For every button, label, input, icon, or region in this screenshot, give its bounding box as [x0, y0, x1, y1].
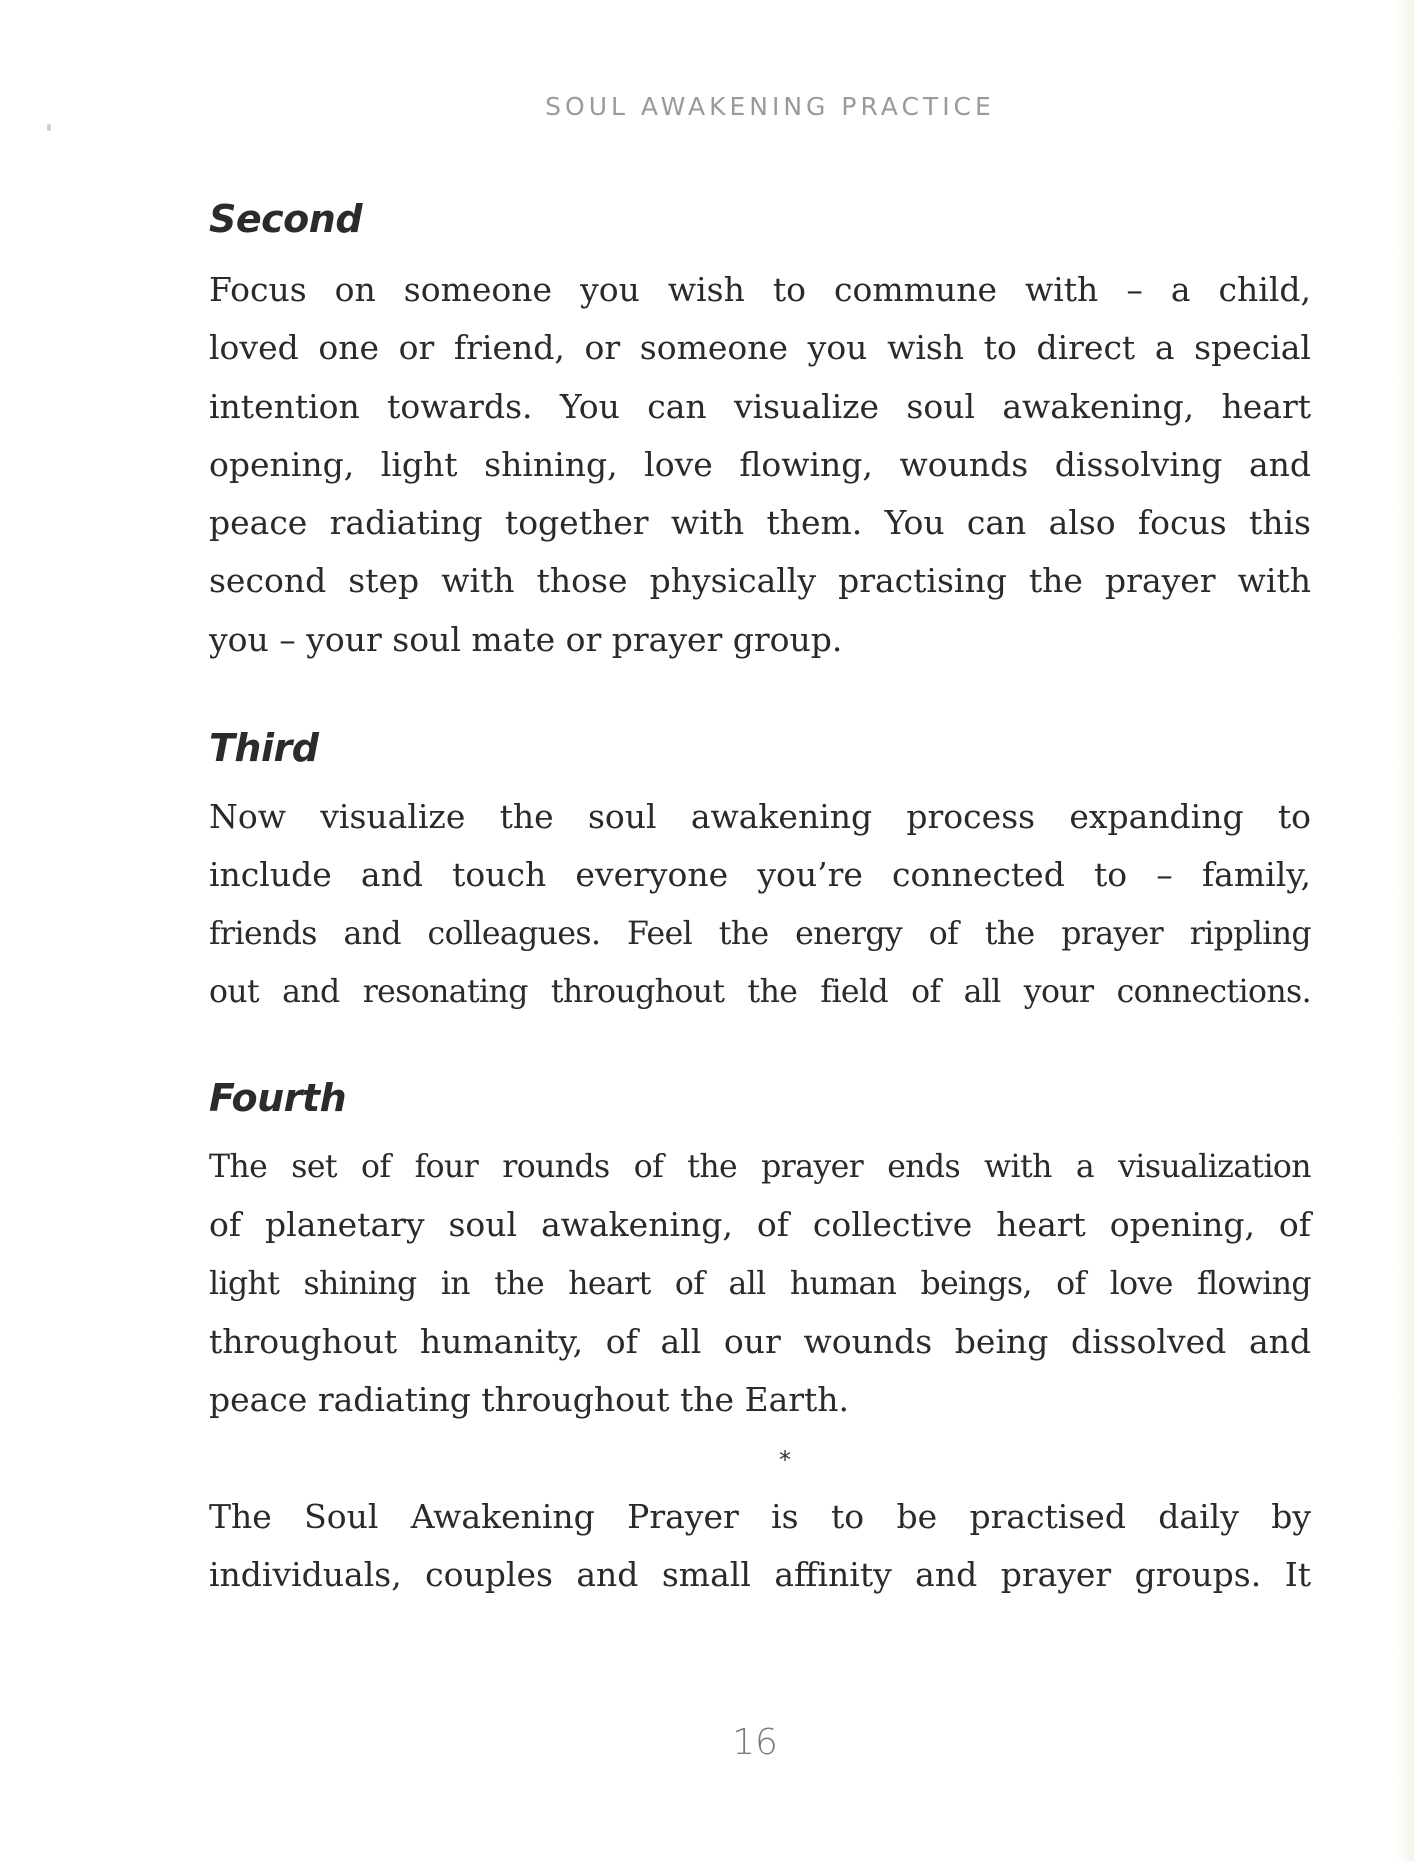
section-heading-third: Third: [209, 726, 319, 770]
text-line: second step with those physically practising the prayer with: [209, 561, 1311, 601]
text-line: light shining in the heart of all human beings, of love flowing: [209, 1265, 1311, 1302]
text-line: throughout humanity, of all our wounds being dissolved and: [209, 1321, 1311, 1361]
text-line: individuals, couples and small affinity and prayer groups. It: [209, 1555, 1311, 1595]
paragraph-fourth: [209, 1138, 1311, 1429]
text-line: The set of four rounds of the prayer ends with a visualization: [209, 1149, 1311, 1185]
text-line: Focus on someone you wish to commune with – a child,: [209, 270, 1311, 309]
section-heading-second: Second: [209, 197, 363, 241]
paragraph-third: [209, 788, 1311, 1021]
text-line: Now visualize the soul awakening process expanding to: [209, 797, 1311, 836]
page-number: 16: [732, 1722, 778, 1763]
paragraph-second: [209, 261, 1311, 669]
section-heading-fourth: Fourth: [209, 1076, 347, 1120]
text-line: opening, light shining, love flowing, wounds dissolving and: [209, 444, 1311, 484]
paragraph-closing: [209, 1488, 1311, 1605]
scan-speck: [47, 124, 51, 131]
text-line: The Soul Awakening Prayer is to be practised daily by: [209, 1497, 1311, 1536]
text-line: you – your soul mate or prayer group.: [209, 619, 843, 659]
text-line: of planetary soul awakening, of collective heart opening, of: [209, 1205, 1311, 1245]
text-line: out and resonating throughout the field of all your connections.: [209, 973, 1311, 1010]
text-line: peace radiating throughout the Earth.: [209, 1380, 850, 1420]
running-head: SOUL AWAKENING PRACTICE: [545, 92, 995, 121]
section-divider-asterisk: *: [779, 1446, 791, 1474]
page-edge-shadow: [1392, 0, 1414, 1861]
text-line: loved one or friend, or someone you wish to direct a special: [209, 328, 1311, 368]
text-line: friends and colleagues. Feel the energy of the prayer rippling: [209, 915, 1311, 952]
text-line: include and touch everyone you’re connected to – family,: [209, 855, 1311, 895]
text-line: intention towards. You can visualize soul awakening, heart: [209, 386, 1311, 426]
text-line: peace radiating together with them. You can also focus this: [209, 503, 1311, 543]
